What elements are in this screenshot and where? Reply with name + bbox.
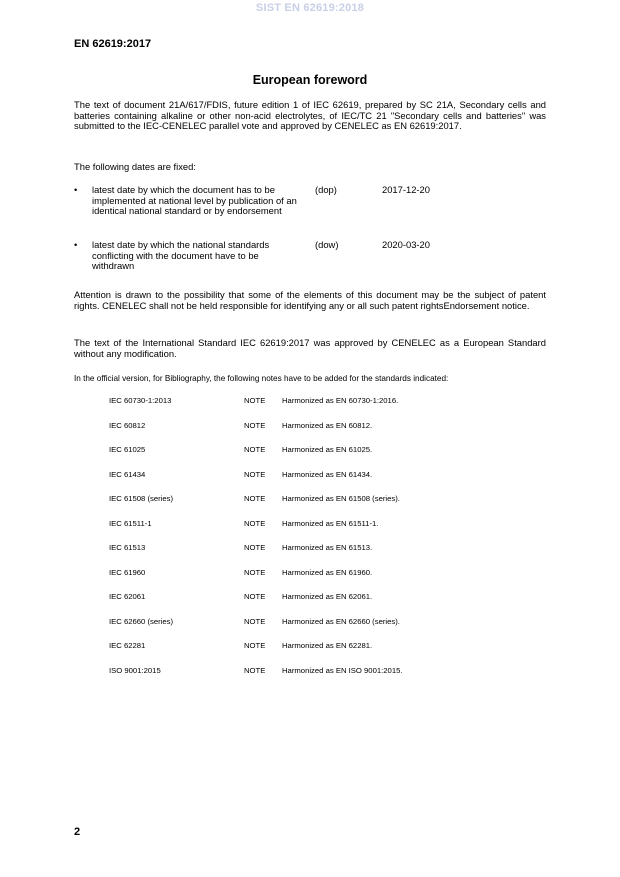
list-item [74, 185, 546, 235]
note-label: NOTE [244, 420, 266, 430]
table-row [109, 666, 509, 691]
table-row [109, 568, 509, 593]
list-item-text: latest date by which the national standards conflicting with the document have to be withdrawn [92, 239, 270, 272]
note-label: NOTE [244, 567, 266, 577]
list-item-date: 2020-03-20 [382, 239, 430, 250]
note-label: NOTE [244, 641, 266, 650]
table-row [109, 494, 509, 519]
paragraph-patent: Attention is drawn to the possibility that some of the elements of this document may be the subject of patent rights. CENELEC shall not be held responsible for identifying any or all such patent rightsEndorsement notice. [74, 289, 546, 311]
harmonized-text: Harmonized as EN ISO 9001:2015. [282, 665, 403, 675]
standard-ref: IEC 62061 [109, 592, 146, 601]
standard-ref: IEC 62281 [109, 641, 146, 650]
bullet-icon: • [74, 184, 78, 195]
table-row [109, 445, 509, 470]
table-row [109, 543, 509, 568]
standard-ref: IEC 60730-1:2013 [109, 396, 172, 405]
bullet-icon: • [74, 239, 78, 250]
harmonized-text: Harmonized as EN 61511-1. [282, 518, 379, 528]
harmonized-text: Harmonized as EN 62061. [282, 592, 373, 601]
page-title: European foreword [252, 73, 368, 87]
table-row [109, 470, 509, 495]
note-label: NOTE [244, 469, 266, 479]
note-label: NOTE [244, 592, 266, 601]
standard-ref: IEC 61511-1 [109, 518, 152, 528]
list-item-date: 2017-12-20 [382, 184, 430, 195]
list-item-code: (dow) [315, 239, 339, 250]
harmonized-text: Harmonized as EN 61434. [282, 469, 373, 479]
table-row [109, 421, 509, 446]
harmonized-text: Harmonized as EN 60812. [282, 420, 373, 430]
bibliography-notes-table [109, 396, 509, 690]
note-label: NOTE [244, 543, 266, 552]
standard-ref: ISO 9001:2015 [109, 665, 161, 675]
table-row [109, 519, 509, 544]
table-row [109, 641, 509, 666]
watermark: SIST EN 62619:2018 [255, 2, 365, 14]
document-id: EN 62619:2017 [74, 38, 152, 50]
standard-ref: IEC 60812 [109, 420, 146, 430]
list-item [74, 240, 546, 280]
harmonized-text: Harmonized as EN 61508 (series). [282, 494, 400, 503]
note-label: NOTE [244, 445, 266, 454]
standard-ref: IEC 61960 [109, 567, 146, 577]
paragraph-intro: The text of document 21A/617/FDIS, future edition 1 of IEC 62619, prepared by SC 21A, Secondary cells and batteries containing alkaline or other non-acid electrolytes, of IEC/TC 21 "Secondary cells and batteries" was submitted to the IEC-CENELEC parallel vote and approved by CENELEC as EN 62619:2017. [74, 99, 546, 132]
standard-ref: IEC 61508 (series) [109, 494, 174, 503]
harmonized-text: Harmonized as EN 61025. [282, 445, 373, 454]
note-label: NOTE [244, 396, 266, 405]
paragraph-approval: The text of the International Standard IEC 62619:2017 was approved by CENELEC as a European Standard without any modification. [74, 337, 546, 359]
harmonized-text: Harmonized as EN 61513. [282, 543, 373, 552]
harmonized-text: Harmonized as EN 62660 (series). [282, 616, 400, 626]
note-label: NOTE [244, 494, 266, 503]
list-item-text: latest date by which the document has to be implemented at national level by publication of an identical national standard or by endorsement [92, 184, 297, 217]
list-item-code: (dop) [315, 184, 337, 195]
note-label: NOTE [244, 518, 266, 528]
note-label: NOTE [244, 616, 266, 626]
table-row [109, 617, 509, 642]
note-label: NOTE [244, 665, 266, 675]
harmonized-text: Harmonized as EN 62281. [282, 641, 373, 650]
standard-ref: IEC 61434 [109, 469, 146, 479]
table-row [109, 396, 509, 421]
harmonized-text: Harmonized as EN 60730-1:2016. [282, 396, 399, 405]
paragraph-bibliography: In the official version, for Bibliography, the following notes have to be added for the standards indicated: [74, 374, 449, 383]
standard-ref: IEC 61025 [109, 445, 146, 454]
harmonized-text: Harmonized as EN 61960. [282, 567, 373, 577]
paragraph-dates-intro: The following dates are fixed: [74, 161, 196, 172]
table-row [109, 592, 509, 617]
standard-ref: IEC 62660 (series) [109, 616, 174, 626]
standard-ref: IEC 61513 [109, 543, 146, 552]
page-number: 2 [74, 826, 81, 838]
